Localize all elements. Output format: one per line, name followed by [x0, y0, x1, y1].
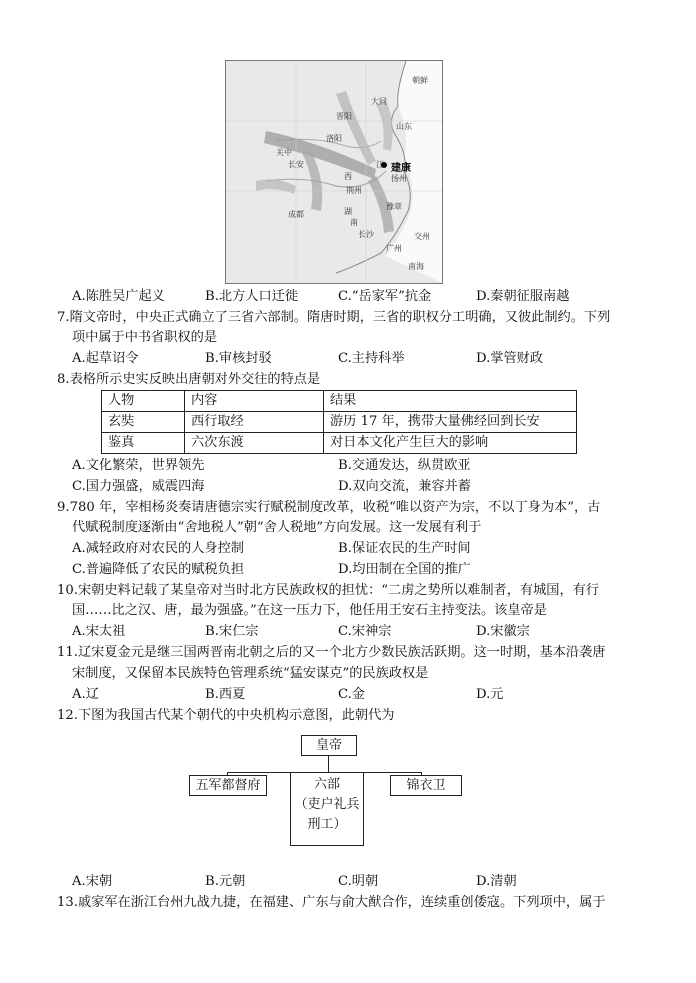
q6-option-d: D.秦朝征服南越	[476, 289, 570, 304]
org-box-six-ministries-line3: 刑工）	[307, 817, 347, 832]
q10-stem-line1: 10.宋朝史料记载了某皇帝对当时北方民族政权的担忧：“二虏之势所以难制者，有城国，有行	[57, 583, 600, 598]
table-cell: 玄奘	[102, 412, 185, 433]
q6-option-a: A.陈胜吴广起义	[72, 289, 165, 304]
q10-option-c: C.宋神宗	[338, 624, 392, 639]
connector-line	[328, 755, 329, 772]
q8-option-a: A.文化繁荣，世界领先	[72, 458, 205, 473]
q11-stem-line2: 宋制度，又保留本民族特色管理系统“猛安谋克”的民族政权是	[72, 666, 429, 681]
map-label-guanzhong: 关中	[276, 148, 292, 157]
table-cell: 游历 17 年，携带大量佛经回到长安	[324, 412, 577, 433]
map-label-yuzhang: 豫章	[386, 202, 402, 211]
map-label-jingzhou: 荆州	[346, 186, 362, 195]
org-box-five-army: 五军都督府	[189, 775, 267, 796]
q10-option-b: B.宋仁宗	[205, 624, 259, 639]
org-box-emperor: 皇帝	[301, 735, 357, 756]
map-label-hu: 湖	[344, 207, 352, 216]
map-label-luoyang: 洛阳	[326, 134, 342, 143]
q12-stem-line1: 12.下图为我国古代某个朝代的中央机构示意图，此朝代为	[57, 708, 395, 723]
table-row	[102, 433, 577, 454]
map-label-shandong: 山东	[396, 122, 412, 131]
q12-option-c: C.明朝	[338, 874, 379, 889]
table-header-row	[102, 391, 577, 412]
q12-option-b: B.元朝	[205, 874, 246, 889]
q10-option-a: A.宋太祖	[72, 624, 126, 639]
table-cell: 对日本文化产生巨大的影响	[324, 433, 577, 454]
map-label-chengdu: 成都	[288, 210, 304, 219]
table-header-cell: 内容	[185, 391, 324, 412]
org-box-jinyiwei: 锦衣卫	[390, 775, 462, 796]
table-row	[102, 412, 577, 433]
q8-option-b: B.交通发达，纵贯欧亚	[338, 458, 471, 473]
q11-stem-line1: 11.辽宋夏金元是继三国两晋南北朝之后的又一个北方少数民族活跃期。这一时期，基本沿袭唐	[57, 645, 606, 660]
q6-option-c: C.“岳家军”抗金	[338, 289, 432, 304]
historical-migration-map	[225, 60, 443, 284]
map-label-nanhai: 南海	[408, 262, 424, 271]
map-label-nan: 南	[350, 218, 358, 227]
q10-option-d: D.宋徽宗	[476, 624, 530, 639]
q11-option-b: B.西夏	[205, 687, 246, 702]
map-label-jiankang: 建康	[391, 163, 411, 174]
map-label-jiaozhou: 交州	[414, 232, 430, 241]
q10-stem-line2: 国……比之汉、唐，最为强盛。”在这一压力下，他任用王安石主持变法。该皇帝是	[72, 603, 547, 618]
table-header-cell: 人物	[102, 391, 185, 412]
map-label-jiang: 江	[376, 160, 384, 169]
q12-option-d: D.清朝	[476, 874, 517, 889]
map-label-guangzhou: 广州	[386, 244, 402, 253]
org-box-six-ministries	[290, 772, 364, 846]
q7-option-a: A.起草诏令	[72, 351, 139, 366]
q9-stem-line2: 代赋税制度逐渐由“舍地税人”朝“舍人税地”方向发展。这一发展有利于	[72, 520, 482, 535]
q11-option-d: D.元	[476, 687, 504, 702]
q6-option-b: B.北方人口迁徙	[205, 289, 299, 304]
map-label-changan: 长安	[288, 160, 304, 169]
q9-stem-line1: 9.780 年，宰相杨炎奏请唐德宗实行赋税制度改革，收税“唯以资产为宗，不以丁身为本”，古	[57, 500, 601, 515]
q7-stem-line1: 7.隋文帝时，中央正式确立了三省六部制。隋唐时期，三省的职权分工明确，又彼此制约。下列	[57, 310, 611, 325]
q8-stem-line1: 8.表格所示史实反映出唐朝对外交往的特点是	[57, 372, 321, 387]
table-cell: 六次东渡	[185, 433, 324, 454]
map-label-jinyang: 晋阳	[336, 112, 352, 121]
table-cell: 西行取经	[185, 412, 324, 433]
q11-option-a: A.辽	[72, 687, 99, 702]
q9-option-c: C.普遍降低了农民的赋税负担	[72, 562, 245, 577]
q13-stem-line1: 13.戚家军在浙江台州九战九捷，在福建、广东与俞大猷合作，连续重创倭寇。下列项中，属于	[57, 895, 606, 910]
q9-option-d: D.均田制在全国的推广	[338, 562, 471, 577]
q7-option-c: C.主持科举	[338, 351, 405, 366]
q9-option-b: B.保证农民的生产时间	[338, 541, 471, 556]
org-box-six-ministries-line1: 六部	[313, 777, 340, 792]
q9-option-a: A.减轻政府对农民的人身控制	[72, 541, 244, 556]
map-label-datong: 大同	[371, 97, 387, 106]
q8-option-d: D.双向交流，兼容并蓄	[338, 479, 471, 494]
org-box-six-ministries-line2: （吏户礼兵	[294, 797, 360, 812]
q7-option-d: D.掌管财政	[476, 351, 544, 366]
q7-option-b: B.审核封驳	[205, 351, 272, 366]
table-header-cell: 结果	[324, 391, 577, 412]
q12-option-a: A.宋朝	[72, 874, 113, 889]
q11-option-c: C.金	[338, 687, 365, 702]
map-label-yangzhou: 扬州	[391, 174, 407, 183]
q8-table	[101, 390, 577, 454]
q7-stem-line2: 项中属于中书省职权的是	[72, 330, 218, 345]
map-label-changsha: 长沙	[358, 230, 374, 239]
table-cell: 鉴真	[102, 433, 185, 454]
q8-option-c: C.国力强盛，威震四海	[72, 479, 205, 494]
map-label-chaoxian: 朝鲜	[412, 76, 428, 85]
map-label-xi: 西	[344, 172, 352, 181]
